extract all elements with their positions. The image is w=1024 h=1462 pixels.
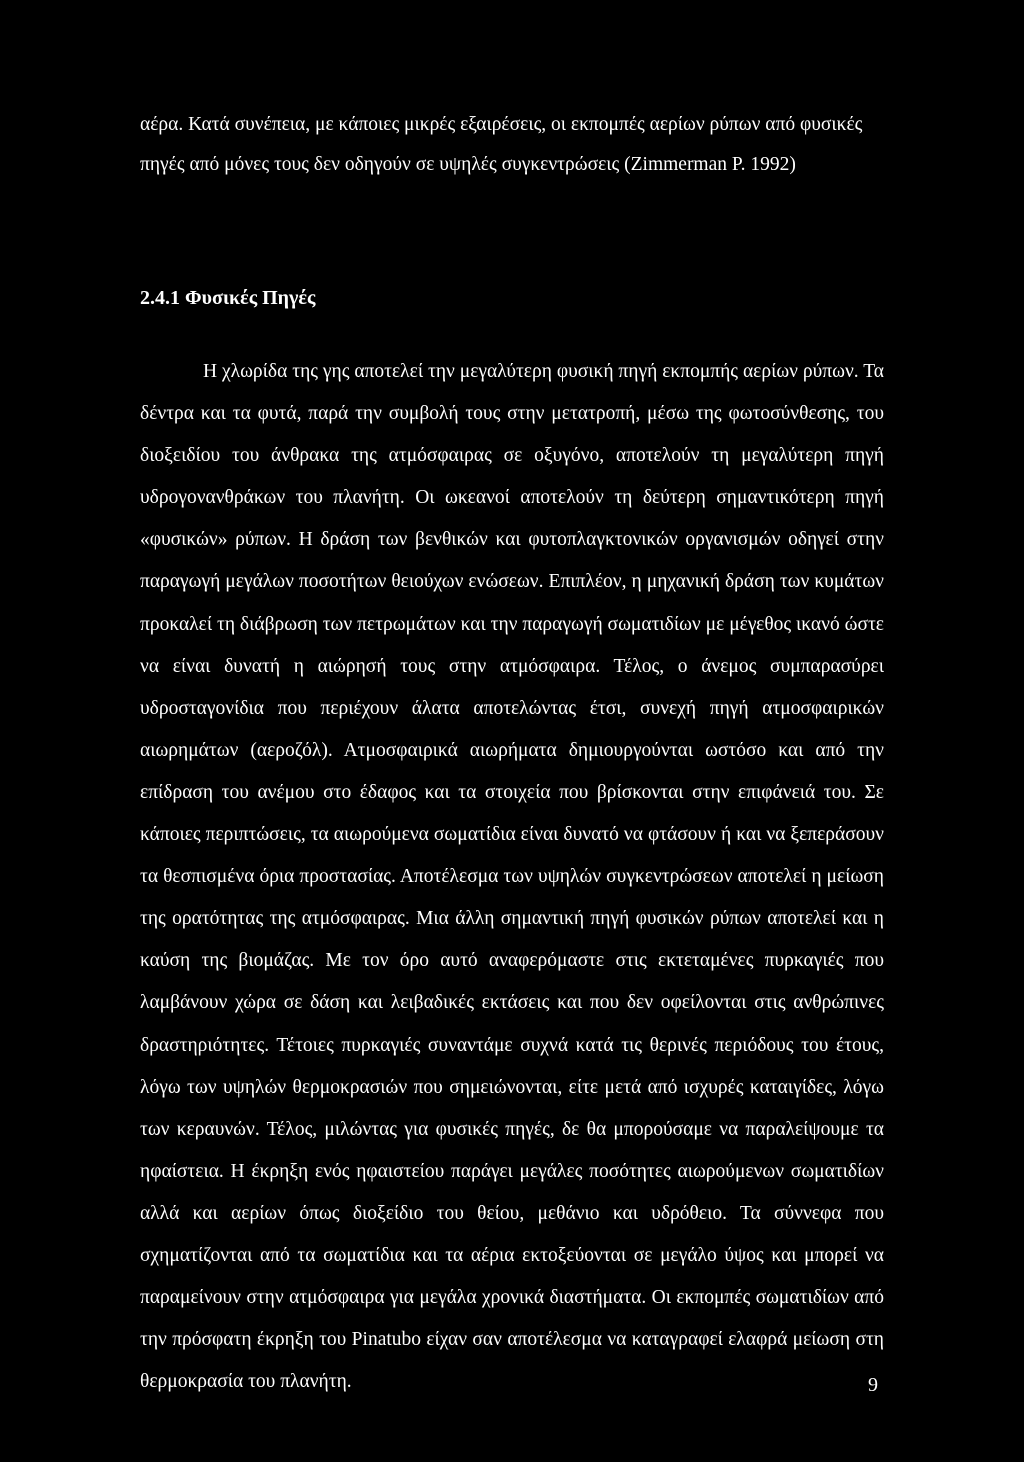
body-paragraph: Η χλωρίδα της γης αποτελεί την μεγαλύτερη φυσική πηγή εκπομπής αερίων ρύπων. Τα δέντρα και τα φυτά, παρά την συμβολή τους στην μετατροπή, μέσω της φωτοσύνθεσης, του διοξειδίου του άνθρακα της ατμόσφαιρας σε οξυγόνο, αποτελούν τη μεγαλύτερη πηγή υδρογονανθράκων του πλανήτη. Οι ωκεανοί αποτελούν τη δεύτερη σημαντικότερη πηγή «φυσικών» ρύπων. Η δράση των βενθικών και φυτοπλαγκτονικών οργανισμών οδηγεί στην παραγωγή μεγάλων ποσοτήτων θειούχων ενώσεων. Επιπλέον, η μηχανική δράση των κυμάτων προκαλεί τη διάβρωση των πετρωμάτων και την παραγωγή σωματιδίων με μέγεθος ικανό ώστε να είναι δυνατή η αιώρησή τους στην ατμόσφαιρα. Τέλος, ο άνεμος συμπαρασύρει υδροσταγονίδια που περιέχουν άλατα αποτελώντας έτσι, συνεχή πηγή ατμοσφαιρικών αιωρημάτων (αεροζόλ). Ατμοσφαιρικά αιωρήματα δημιουργούνται ωστόσο και από την επίδραση του ανέμου στο έδαφος και τα στοιχεία που βρίσκονται στην επιφάνειά του. Σε κάποιες περιπτώσεις, τα αιωρούμενα σωματίδια είναι δυνατό να φτάσουν ή και να ξεπεράσουν τα θεσπισμένα όρια προστασίας. Αποτέλεσμα των υψηλών συγκεντρώσεων αποτελεί η μείωση της ορατότητας της ατμόσφαιρας. Μια άλλη σημαντική πηγή φυσικών ρύπων αποτελεί και η καύση της βιομάζας. Με τον όρο αυτό αναφερόμαστε στις εκτεταμένες πυρκαγιές που λαμβάνουν χώρα σε δάση και λειβαδικές εκτάσεις και που δεν οφείλονται στις ανθρώπινες δραστηριότητες. Τέτοιες πυρκαγιές συναντάμε συχνά κατά τις θερινές περιόδους του έτους, λόγω των υψηλών θερμοκρασιών που σημειώνονται, είτε μετά από ισχυρές καταιγίδες, λόγω των κεραυνών. Τέλος, μιλώντας για φυσικές πηγές, δε θα μπορούσαμε να παραλείψουμε τα ηφαίστεια. Η έκρηξη ενός ηφαιστείου παράγει μεγάλες ποσότητες αιωρούμενων σωματιδίων αλλά και αερίων όπως διοξείδιο του θείου, μεθάνιο και υδρόθειο. Τα σύννεφα που σχηματίζονται από τα σωματίδια και τα αέρια εκτοξεύονται σε μεγάλο ύψος και μπορεί να παραμείνουν στην ατμόσφαιρα για μεγάλα χρονικά διαστήματα. Οι εκπομπές σωματιδίων από την πρόσφατη έκρηξη του Pinatubo είχαν σαν αποτέλεσμα να καταγραφεί ελαφρά μείωση στη θερμοκρασία του πλανήτη. xyxy=(140,361,884,1393)
section-heading: 2.4.1 Φυσικές Πηγές xyxy=(140,287,316,309)
intro-paragraph: αέρα. Κατά συνέπεια, με κάποιες μικρές εξαιρέσεις, οι εκπομπές αερίων ρύπων από φυσικές πηγές από μόνες τους δεν οδηγούν σε υψηλές συγκεντρώσεις (Zimmerman P. 1992) xyxy=(140,114,863,175)
page-number: 9 xyxy=(868,1374,878,1396)
